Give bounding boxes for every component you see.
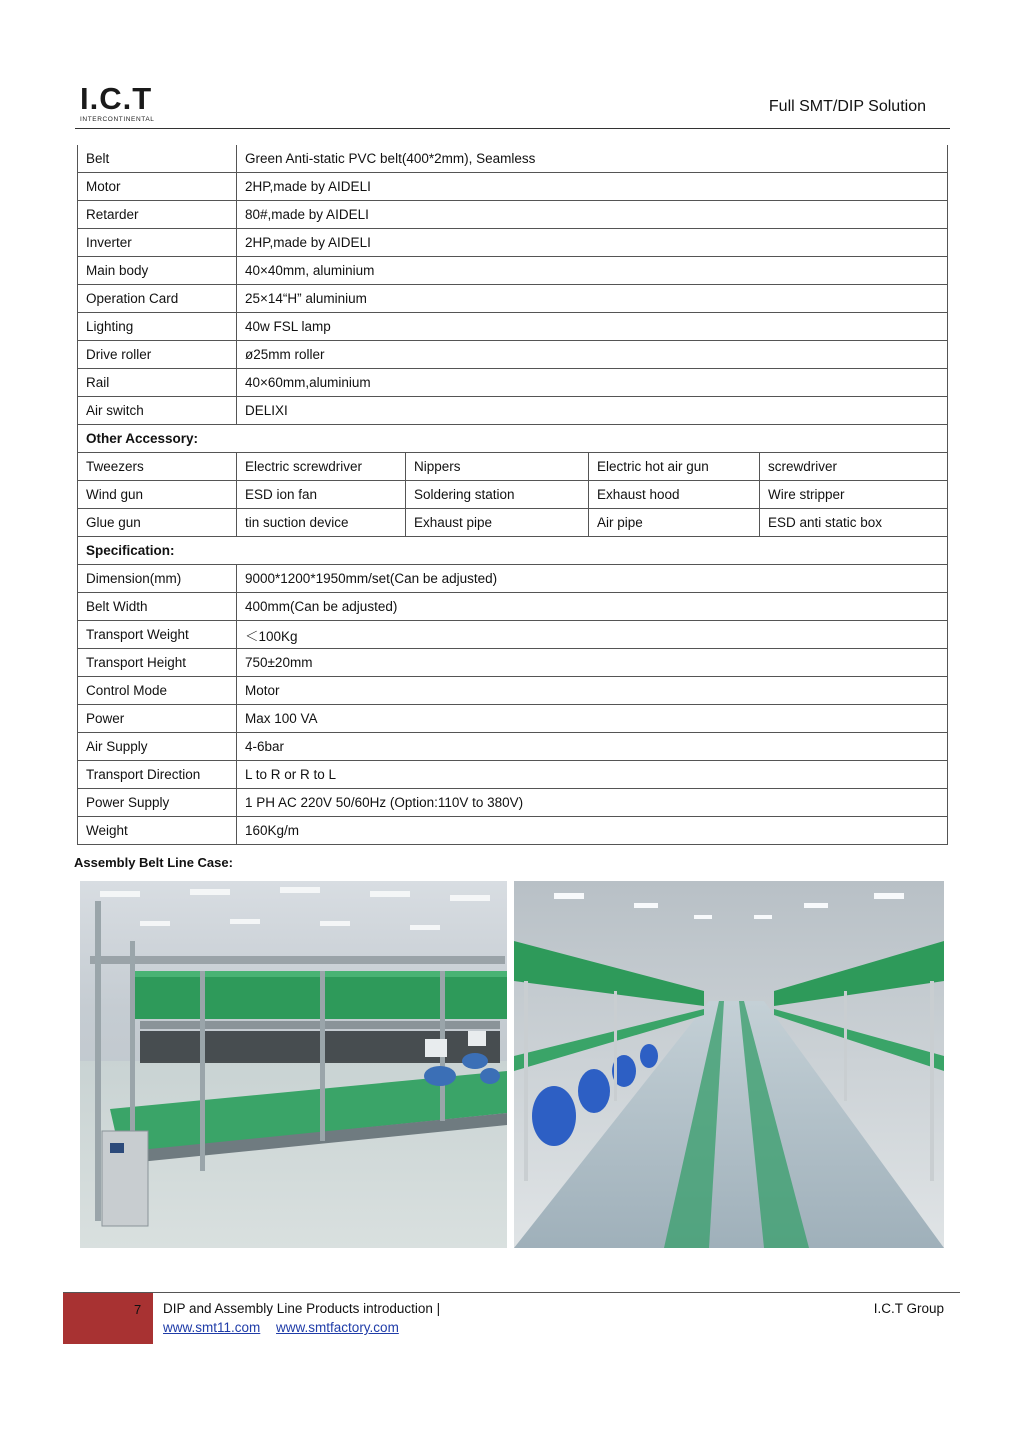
row-value: 40w FSL lamp: [237, 313, 948, 341]
row-value: 2HP,made by AIDELI: [237, 229, 948, 257]
footer-company: I.C.T Group: [873, 1301, 944, 1316]
accessory-item: Tweezers: [78, 453, 237, 481]
accessory-item: Wind gun: [78, 481, 237, 509]
table-row: [78, 397, 948, 425]
footer-links: [163, 1320, 411, 1335]
spec-label: Transport Height: [78, 649, 237, 677]
accessory-item: Exhaust hood: [589, 481, 760, 509]
spec-value: 400mm(Can be adjusted): [237, 593, 948, 621]
table-row: [78, 817, 948, 845]
spec-value: 750±20mm: [237, 649, 948, 677]
accessory-item: Wire stripper: [760, 481, 948, 509]
row-value: 80#,made by AIDELI: [237, 201, 948, 229]
spec-value: 9000*1200*1950mm/set(Can be adjusted): [237, 565, 948, 593]
row-label: Lighting: [78, 313, 237, 341]
table-row: [78, 509, 948, 537]
row-value: 40×60mm,aluminium: [237, 369, 948, 397]
company-logo: [80, 81, 170, 124]
table-row: [78, 621, 948, 649]
page-number: 7: [134, 1302, 142, 1317]
section-row: [78, 425, 948, 453]
logo-subtitle: INTERCONTINENTAL: [80, 116, 155, 123]
table-row: [78, 145, 948, 173]
row-value: 2HP,made by AIDELI: [237, 173, 948, 201]
table-row: [78, 229, 948, 257]
row-label: Air switch: [78, 397, 237, 425]
table-row: [78, 341, 948, 369]
table-row: [78, 593, 948, 621]
accessory-item: screwdriver: [760, 453, 948, 481]
table-row: [78, 481, 948, 509]
spec-label: Dimension(mm): [78, 565, 237, 593]
table-row: [78, 313, 948, 341]
accessory-item: Electric screwdriver: [237, 453, 406, 481]
assembly-line-photo-1: [80, 881, 507, 1248]
table-row: [78, 565, 948, 593]
table-row: [78, 201, 948, 229]
table-row: [78, 453, 948, 481]
spec-label: Belt Width: [78, 593, 237, 621]
row-label: Motor: [78, 173, 237, 201]
accessory-item: Soldering station: [406, 481, 589, 509]
spec-table-body: [78, 145, 948, 845]
spec-label: Power Supply: [78, 789, 237, 817]
table-row: [78, 677, 948, 705]
spec-value: ＜100Kg: [237, 621, 948, 649]
accessory-item: Nippers: [406, 453, 589, 481]
row-label: Retarder: [78, 201, 237, 229]
spec-value: L to R or R to L: [237, 761, 948, 789]
header-title: Full SMT/DIP Solution: [768, 98, 926, 115]
accessory-item: ESD ion fan: [237, 481, 406, 509]
accessory-item: Air pipe: [589, 509, 760, 537]
row-label: Rail: [78, 369, 237, 397]
specification-section-title: Specification:: [78, 537, 948, 565]
row-label: Main body: [78, 257, 237, 285]
row-value: 40×40mm, aluminium: [237, 257, 948, 285]
accessory-item: Glue gun: [78, 509, 237, 537]
accessory-item: tin suction device: [237, 509, 406, 537]
table-row: [78, 705, 948, 733]
footer-divider: [63, 1292, 960, 1293]
spec-table: [77, 145, 948, 845]
row-value: ø25mm roller: [237, 341, 948, 369]
table-row: [78, 257, 948, 285]
logo-mark: I.C.T: [80, 81, 153, 116]
assembly-line-photo-2: [514, 881, 944, 1248]
spec-label: Transport Direction: [78, 761, 237, 789]
spec-value: Motor: [237, 677, 948, 705]
spec-label: Air Supply: [78, 733, 237, 761]
row-value: Green Anti-static PVC belt(400*2mm), Seamless: [237, 145, 948, 173]
section-row: [78, 537, 948, 565]
accessory-item: Electric hot air gun: [589, 453, 760, 481]
table-row: [78, 733, 948, 761]
spec-value: 4-6bar: [237, 733, 948, 761]
accessory-item: ESD anti static box: [760, 509, 948, 537]
case-section-title: Assembly Belt Line Case:: [74, 855, 233, 870]
footer-color-block: [63, 1293, 153, 1344]
spec-label: Power: [78, 705, 237, 733]
table-row: [78, 369, 948, 397]
spec-label: Transport Weight: [78, 621, 237, 649]
accessory-section-title: Other Accessory:: [78, 425, 948, 453]
spec-value: 1 PH AC 220V 50/60Hz (Option:110V to 380V): [237, 789, 948, 817]
footer-link-smt11[interactable]: www.smt11.com: [163, 1320, 261, 1335]
row-label: Operation Card: [78, 285, 237, 313]
spec-value: 160Kg/m: [237, 817, 948, 845]
header-divider: [75, 128, 950, 129]
table-row: [78, 761, 948, 789]
spec-label: Weight: [78, 817, 237, 845]
row-label: Belt: [78, 145, 237, 173]
accessory-item: Exhaust pipe: [406, 509, 589, 537]
table-row: [78, 789, 948, 817]
footer-text: DIP and Assembly Line Products introduction |: [163, 1301, 441, 1316]
spec-label: Control Mode: [78, 677, 237, 705]
spec-value: Max 100 VA: [237, 705, 948, 733]
table-row: [78, 173, 948, 201]
footer-link-smtfactory[interactable]: www.smtfactory.com: [276, 1320, 399, 1335]
row-label: Drive roller: [78, 341, 237, 369]
table-row: [78, 285, 948, 313]
row-label: Inverter: [78, 229, 237, 257]
row-value: 25×14“H” aluminium: [237, 285, 948, 313]
row-value: DELIXI: [237, 397, 948, 425]
table-row: [78, 649, 948, 677]
